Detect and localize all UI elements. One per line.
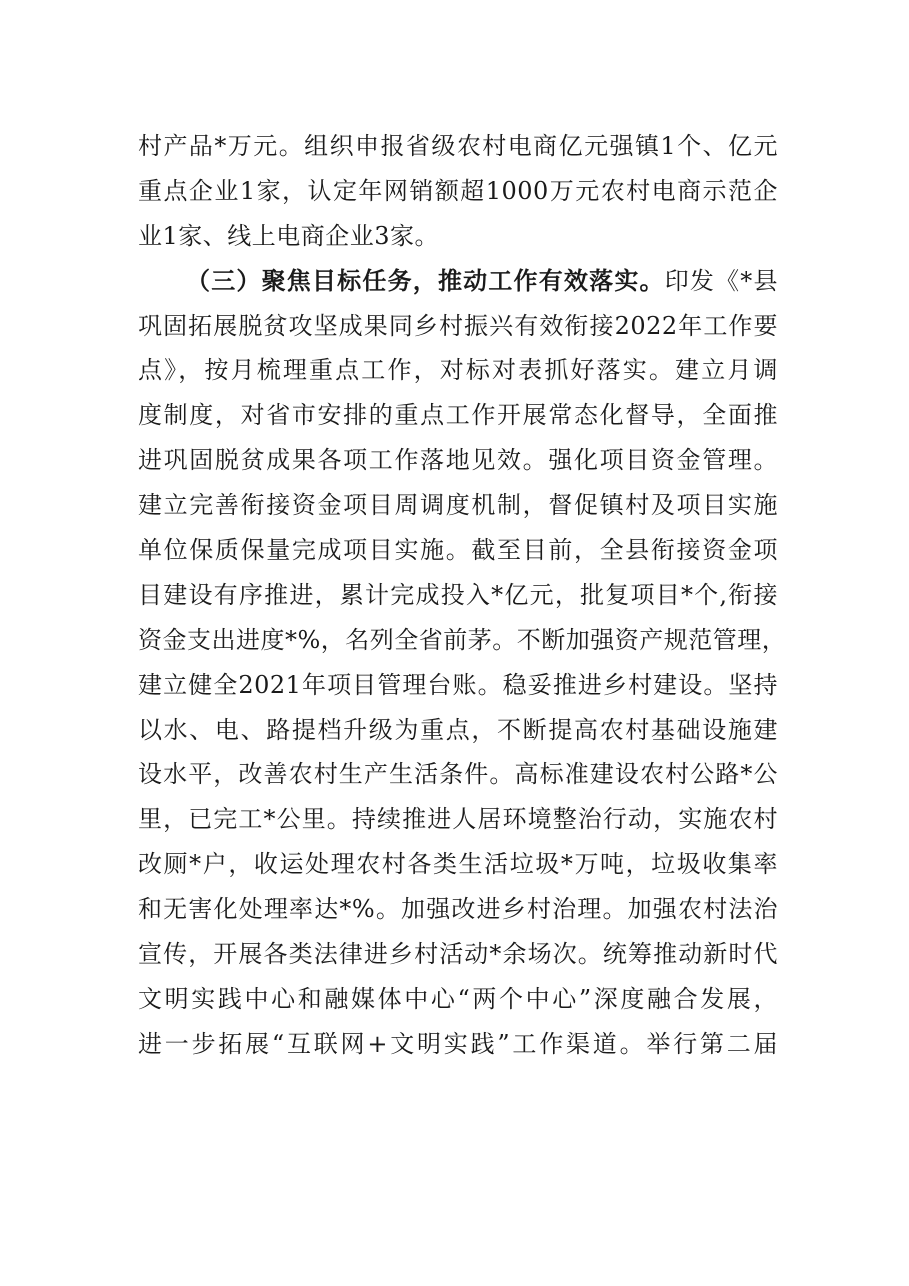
paragraph-2-line-11: 以水、电、路提档升级为重点，不断提高农村基础设施建: [138, 715, 778, 744]
paragraph-2-line-16: 宣传，开展各类法律进乡村活动*余场次。统筹推动新时代: [138, 940, 778, 969]
paragraph-2-line-1: [138, 259, 778, 304]
paragraph-2-line-1-rest: 印发《*县: [664, 266, 779, 295]
paragraph-2-line-8: 目建设有序推进，累计完成投入*亿元，批复项目*个,衔接: [138, 580, 778, 609]
paragraph-2-line-13: 里，已完工*公里。持续推进人居环境整治行动，实施农村: [138, 805, 778, 834]
paragraph-2-line-7: 单位保质保量完成项目实施。截至目前，全县衔接资金项: [138, 536, 778, 565]
paragraph-2-line-4: 度制度，对省市安排的重点工作开展常态化督导，全面推: [138, 401, 778, 430]
paragraph-2-line-14: 改厕*户，收运处理农村各类生活垃圾*万吨，垃圾收集率: [138, 850, 778, 879]
paragraph-2-line-6: 建立完善衔接资金项目周调度机制，督促镇村及项目实施: [138, 491, 778, 520]
body-text: [138, 124, 787, 1067]
paragraph-2-line-18: 进一步拓展“互联网+文明实践”工作渠道。举行第二届: [138, 1029, 778, 1058]
paragraph-2-line-9: 资金支出进度*%，名列全省前茅。不断加强资产规范管理，: [138, 625, 787, 654]
paragraph-2-line-5: 进巩固脱贫成果各项工作落地见效。强化项目资金管理。: [138, 446, 778, 475]
paragraph-2-line-2: 巩固拓展脱贫攻坚成果同乡村振兴有效衔接2022年工作要: [138, 311, 778, 340]
paragraph-2-line-15: 和无害化处理率达*%。加强改进乡村治理。加强农村法治: [138, 895, 778, 924]
paragraph-1-line-2: 重点企业1家，认定年网销额超1000万元农村电商示范企: [138, 176, 778, 205]
paragraph-2-line-17: 文明实践中心和融媒体中心“两个中心”深度融合发展，: [138, 984, 778, 1013]
paragraph-2-line-10: 建立健全2021年项目管理台账。稳妥推进乡村建设。坚持: [138, 670, 778, 699]
paragraph-1-line-3: 业1家、线上电商企业3家。: [138, 221, 440, 250]
paragraph-1-line-1: 村产品*万元。组织申报省级农村电商亿元强镇1个、亿元: [138, 132, 778, 160]
paragraph-2-line-12: 设水平，改善农村生产生活条件。高标准建设农村公路*公: [138, 760, 778, 789]
paragraph-2-line-3: 点》，按月梳理重点工作，对标对表抓好落实。建立月调: [138, 356, 778, 385]
section-heading: （三）聚焦目标任务，推动工作有效落实。: [186, 266, 665, 295]
